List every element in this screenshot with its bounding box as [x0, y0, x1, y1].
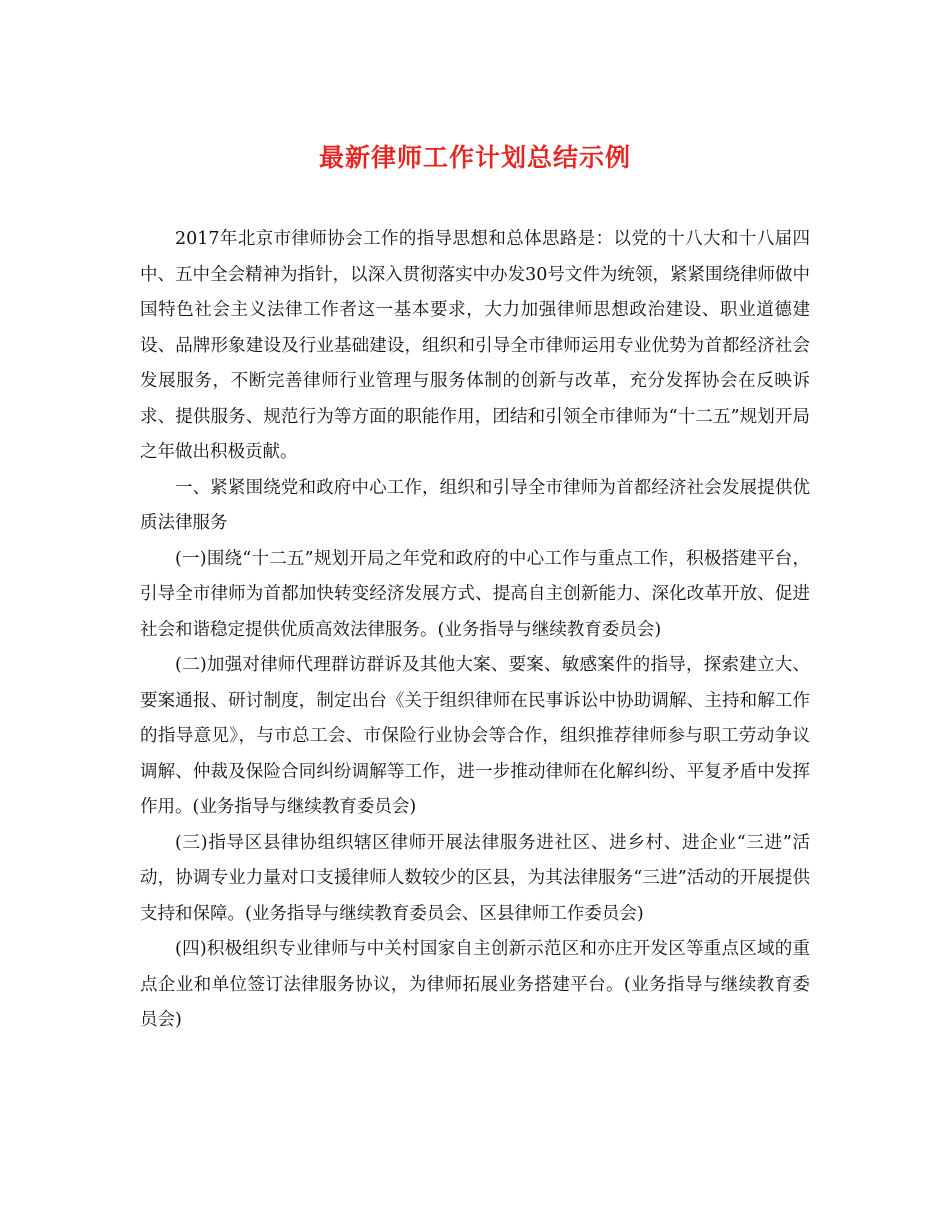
paragraph-section-heading: 一、紧紧围绕党和政府中心工作，组织和引导全市律师为首都经济社会发展提供优质法律服务 [140, 477, 810, 533]
paragraph-item-4: (四)积极组织专业律师与中关村国家自主创新示范区和亦庄开发区等重点区域的重点企业和单位签订法律服务协议，为律师拓展业务搭建平台。(业务指导与继续教育委员会) [140, 939, 810, 1030]
paragraph-item-1: (一)围绕“十二五”规划开局之年党和政府的中心工作与重点工作，积极搭建平台，引导全市律师为首都加快转变经济发展方式、提高自主创新能力、深化改革开放、促进社会和谐稳定提供优质高效法律服务。(业务指导与继续教育委员会) [140, 548, 810, 640]
paragraph-intro: 2017年北京市律师协会工作的指导思想和总体思路是：以党的十八大和十八届四中、五中全会精神为指针，以深入贯彻落实中办发30号文件为统领，紧紧围绕律师做中国特色社会主义法律工作者这一基本要求，大力加强律师思想政治建设、职业道德建设、品牌形象建设及行业基础建设，组织和引导全市律师运用专业优势为首都经济社会发展服务，不断完善律师行业管理与服务体制的创新与改革，充分发挥协会在反映诉求、提供服务、规范行为等方面的职能作用，团结和引领全市律师为“十二五”规划开局之年做出积极贡献。 [140, 229, 810, 462]
paragraph-item-2: (二)加强对律师代理群访群诉及其他大案、要案、敏感案件的指导，探索建立大、要案通报、研讨制度，制定出台《关于组织律师在民事诉讼中协助调解、主持和解工作的指导意见》，与市总工会、市保险行业协会等合作，组织推荐律师参与职工劳动争议调解、仲裁及保险合同纠纷调解等工作，进一步推动律师在化解纠纷、平复矛盾中发挥作用。(业务指导与继续教育委员会) [140, 655, 810, 817]
paragraph-item-3: (三)指导区县律协组织辖区律师开展法律服务进社区、进乡村、进企业“三进”活动，协调专业力量对口支援律师人数较少的区县，为其法律服务“三进”活动的开展提供支持和保障。(业务指导与继续教育委员会、区县律师工作委员会) [140, 832, 810, 924]
document-body [140, 222, 810, 1039]
document-title: 最新律师工作计划总结示例 [318, 143, 631, 172]
